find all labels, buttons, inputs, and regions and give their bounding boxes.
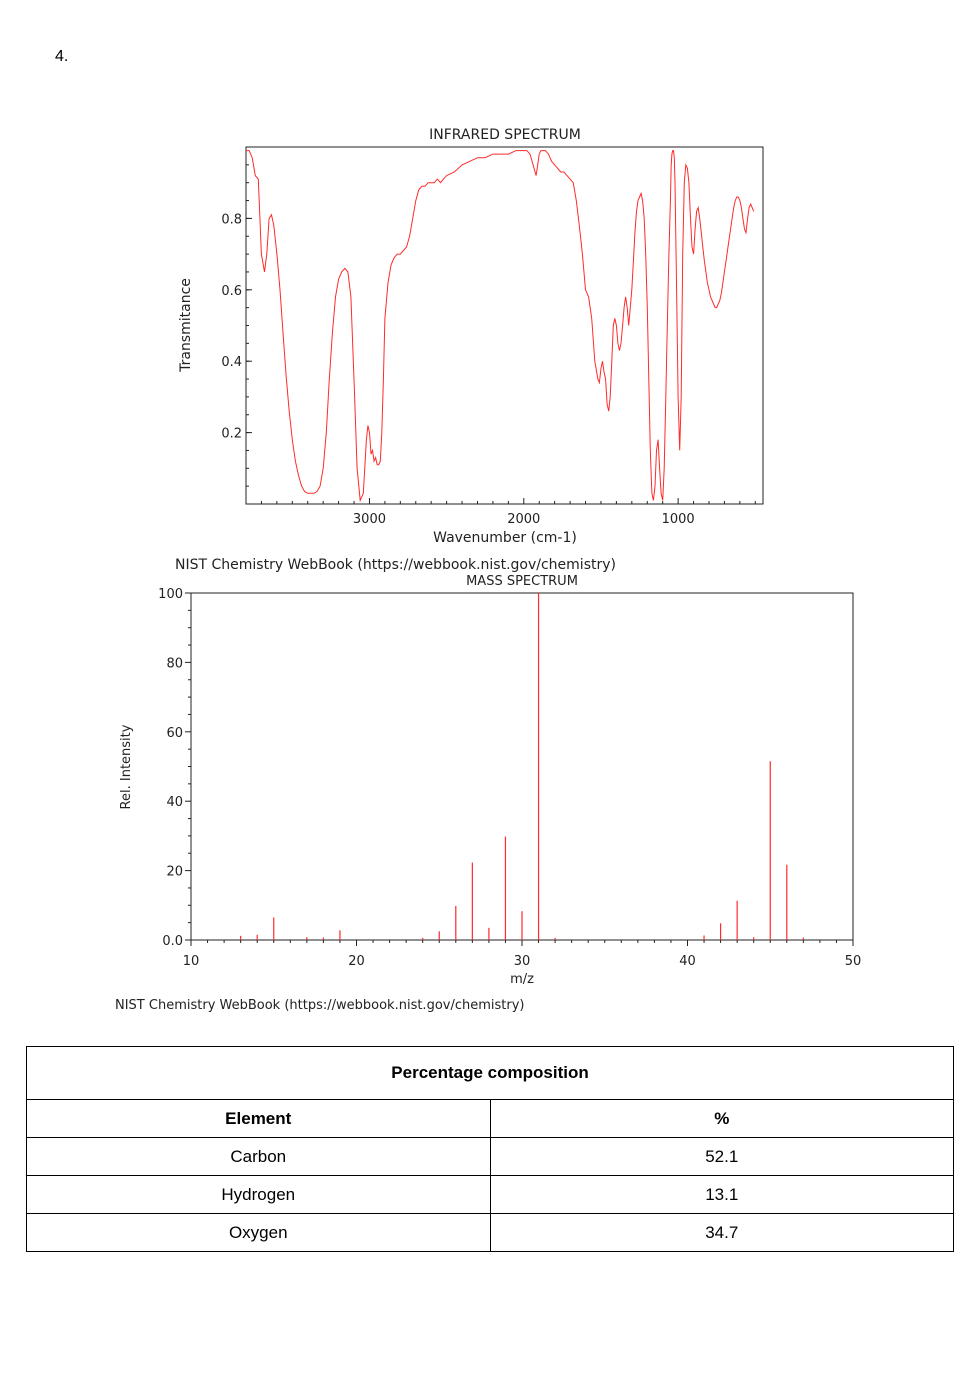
question-number: 4. [55,48,69,65]
ms-x-axis-label: m/z [510,972,534,987]
ms-credit: NIST Chemistry WebBook (https://webbook.nist.gov/chemistry) [115,998,525,1013]
ms-y-tick-label: 20 [166,864,183,880]
cell-percent: 34.7 [490,1214,954,1252]
header-percent: % [490,1100,954,1138]
ir-spectrum-line [246,151,754,501]
ms-chart-title: MASS SPECTRUM [466,574,578,589]
ms-x-tick-label: 40 [679,954,696,969]
ms-x-tick-label: 50 [844,954,862,969]
table-caption: Percentage composition [27,1047,954,1100]
cell-percent: 52.1 [490,1138,954,1176]
ms-y-tick-label: 0.0 [162,934,183,949]
cell-element: Oxygen [27,1214,491,1252]
ms-x-tick-label: 20 [348,954,365,969]
mass-spectrum-chart [0,570,978,1020]
table-row [27,1176,954,1214]
ms-y-tick-label: 60 [166,725,183,741]
ir-x-tick-label: 3000 [352,512,387,527]
ms-peaks [241,593,804,940]
ms-y-tick-label: 80 [166,656,183,672]
ir-x-tick-label: 2000 [507,512,541,527]
ms-axis-ticks [158,587,861,969]
ms-y-axis-label: Rel. Intensity [119,724,134,810]
ms-y-tick-label: 40 [166,795,183,811]
table-row [27,1138,954,1176]
ir-chart-title: INFRARED SPECTRUM [429,127,581,143]
composition-table [26,1046,954,1252]
cell-percent: 13.1 [490,1176,954,1214]
ir-y-tick-label: 0.8 [221,212,242,228]
table-row [27,1214,954,1252]
ir-x-axis-label: Wavenumber (cm-1) [433,530,577,546]
ir-credit: NIST Chemistry WebBook (https://webbook.nist.gov/chemistry) [175,557,616,573]
ir-spectrum-chart [0,110,978,580]
ir-x-tick-label: 1000 [661,512,695,527]
ms-x-tick-label: 10 [182,954,200,969]
ir-y-axis-label: Transmitance [178,278,194,372]
ir-y-tick-label: 0.2 [221,426,242,442]
ms-plot-frame [191,593,853,940]
cell-element: Carbon [27,1138,491,1176]
ir-y-tick-label: 0.6 [221,283,242,299]
header-element: Element [27,1100,491,1138]
ms-y-tick-label: 100 [158,587,183,602]
cell-element: Hydrogen [27,1176,491,1214]
ir-y-tick-label: 0.4 [221,355,242,371]
ir-plot-frame [246,147,763,504]
ms-x-tick-label: 30 [513,954,531,969]
